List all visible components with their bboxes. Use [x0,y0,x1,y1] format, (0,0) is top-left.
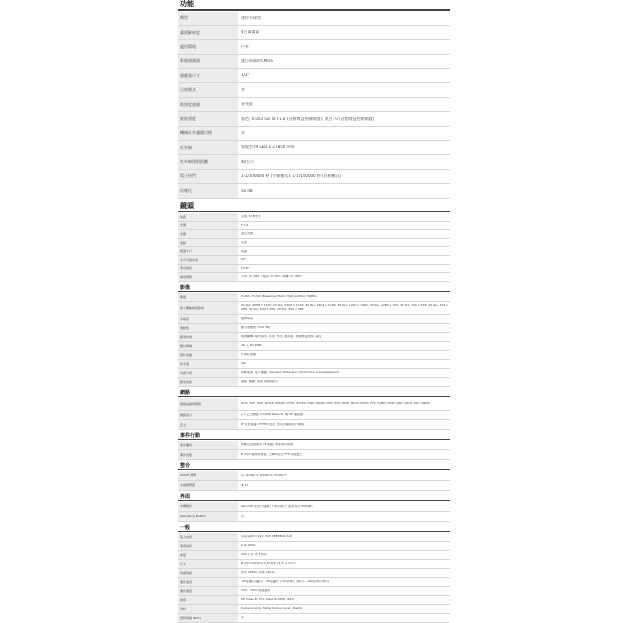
spec-label: 材料 [178,605,238,613]
spec-value: 4 隱私遮擋 [241,353,256,357]
spec-value: 40公尺 [241,159,255,164]
spec-row [178,184,450,198]
integration-section [178,463,450,491]
spec-label: 實時時鐘 (RTC) [178,614,238,622]
spec-row [178,315,450,324]
section-title: 網路 [180,389,191,396]
spec-value: 越線, 圍籬, 滯留 (進階模式) [241,380,279,384]
spec-label: 安全 [178,420,238,429]
spec-value: 有, Profile S, Profile G, Profile T [241,473,287,477]
lens-section [178,202,450,282]
section-divider [178,531,450,532]
spec-row [178,256,450,265]
spec-label: 感應器尺寸 [178,69,238,82]
spec-value: Yes [241,362,246,366]
spec-value: 有 [241,131,245,136]
spec-sheet [178,0,450,623]
spec-row [178,569,450,578]
spec-value: 93° [241,258,247,262]
spec-row [178,398,450,411]
spec-label: 支援瀏覽器 [178,481,238,490]
spec-label: 焦距 [178,213,238,221]
spec-row [178,351,450,360]
spec-value: 迷你半球型 [241,15,261,20]
spec-row [178,512,450,522]
spec-value: 固定光圈 [241,232,254,236]
spec-row [178,222,450,231]
spec-row [178,502,450,512]
spec-label: 運作溫度 [178,578,238,586]
spec-row [178,127,450,141]
spec-label: 本機儲存 [178,502,238,511]
spec-label: 事件觸發 [178,441,238,450]
spec-value: Ø 111.100毫米 x 81毫米 (4.3" x 3.2") [241,562,296,566]
spec-row [178,265,450,274]
spec-row [178,587,450,596]
spec-label: 電子快門 [178,170,238,183]
spec-row [178,247,450,256]
section-divider [178,9,450,11]
spec-row [178,578,450,587]
spec-label: 寬動態 [178,324,238,332]
section-divider [178,439,450,440]
spec-row [178,342,450,351]
spec-row [178,471,450,481]
spec-label: 類型 [178,12,238,25]
spec-value: 移動及偵測篡改 (4 地區) 智能事件偵測 [241,443,294,447]
spec-label: 隱私遮擋 [178,351,238,359]
network-section [178,390,450,430]
spec-label: 尺寸 [178,560,238,568]
spec-value: 否 [241,514,245,518]
spec-label: 影像感測器 [178,55,238,68]
spec-label: 網路接口 [178,411,238,420]
section-title: 功能 [180,0,194,8]
spec-label: 數位降噪 [178,342,238,350]
spec-label: 影像流控 [178,378,238,386]
spec-row [178,12,450,26]
features-section [178,0,450,199]
spec-row [178,69,450,83]
video-section [178,285,450,387]
section-divider [178,469,450,470]
spec-value: 防水 (IP66), 防暴 (IK10) [241,571,275,575]
spec-value: 20 fps: 2688 x 1520; 25 fps: 2560 x 1440; 30 fps: 2304 x 1296; 30 fps: 1920 x 1080; 30 fps: 1280 x 720; 30 fps: 720 x 576; 30 fps: 704 x 288; 30 fps: 640 x 360; 30 fps: 352 x 288 [241,304,449,311]
spec-value: 否 [241,616,245,620]
spec-value: 56 dB [241,188,253,193]
spec-label: 導角調整 [178,273,238,281]
spec-label: Operating Button [178,512,238,521]
spec-value: 雙碼串流 [241,317,254,321]
spec-value: 2D + 3D DNR [241,344,262,348]
spec-value: 4百萬畫素 [241,30,260,35]
spec-value: IE 11 [241,483,249,487]
spec-row [178,83,450,97]
spec-row [178,230,450,239]
spec-row [178,98,450,112]
spec-label: 電源消耗 [178,542,238,550]
spec-label: 低照度感測 [178,98,238,111]
spec-value: E-mail 通知與警報, 上傳快照至 FTP 伺服器上 [241,452,303,456]
spec-label: ONVIF 標準 [178,471,238,480]
section-divider [178,291,450,292]
spec-row [178,411,450,421]
section-title: 事件行動 [180,432,201,439]
spec-label: 信噪比 [178,184,238,197]
spec-row [178,360,450,369]
spec-label: 影像控制 [178,333,238,341]
spec-label: 最低照度 [178,112,238,125]
spec-value: MicroSD 記憶卡插槽 (不附記憶卡, 最高支持 256GB) [241,504,313,508]
events-section [178,433,450,460]
spec-row [178,324,450,333]
spec-row [178,542,450,551]
spec-value: 53.8° [241,266,250,270]
spec-value: 移動偵測, 電子圍籬, Intrusion Detection (Forbidden Area Detection) [241,371,340,375]
spec-row [178,481,450,491]
spec-value: 1/3" [241,73,250,78]
spec-label: 運作濕度 [178,587,238,595]
spec-label: 事件回應 [178,450,238,459]
spec-value: IPv4, TCP, UDP, DHCP, PPPoE, HTTP, HTTPS, DNS, DDNS, NTP, RTP, RTSP, RTCP, SMTP, FTP, IGMP, ICMP, ARP, UPnP, SSL, SNMP [241,402,430,406]
section-divider [178,396,450,397]
general-section [178,525,450,623]
spec-row [178,420,450,430]
section-title: 影像 [180,284,191,291]
spec-row [178,302,450,315]
spec-value: IP 位址過濾, HTTPS 加密, 使用者權限用戶帳號 [241,422,304,426]
spec-value: Camera body: Metal Dome Cover: Plastic [241,607,303,611]
spec-label: 畫面解析度 [178,26,238,39]
spec-row [178,614,450,623]
spec-value: 1-1/100000 秒 (手動模式); 1-1/100000 秒 (自動模式) [241,174,342,179]
spec-label: 認證 [178,596,238,604]
spec-value: 彩色: 0.003 lux at F1.6 (自動增益控制開啟); 黑白: 0 (自動增益控制開啟) [241,116,375,121]
spec-label: 光圈 [178,230,238,238]
spec-label: 防手震 [178,360,238,368]
spec-label: 垂直視角 [178,265,238,273]
spec-value: -30度攝氏(攝氏) - 60度攝氏 (-22度華氏 (華氏) - 140度華氏華氏) [241,580,330,584]
spec-value: 有 [241,87,245,92]
spec-row [178,333,450,342]
spec-value: 10% - 90% 無凝露度 [241,589,271,593]
spec-label: 焦點 [178,239,238,247]
spec-row [178,293,450,302]
spec-label: 壓縮 [178,293,238,301]
spec-label: 適用環境 [178,40,238,53]
spec-row [178,441,450,451]
spec-label: 水平可視角度 [178,256,238,264]
spec-row [178,378,450,387]
section-title: 整合 [180,462,191,469]
spec-row [178,213,450,222]
section-title: 鏡頭 [180,201,194,210]
spec-row [178,605,450,614]
spec-value: 戶外 [241,44,249,49]
spec-row [178,40,450,54]
spec-label: 紅外線照射距離 [178,155,238,168]
spec-row [178,141,450,155]
spec-value: 數字寬動態 (120 dB) [241,326,270,330]
spec-value: H.265, H.264 (Baseline/ Main/ High profile), MJPEG [241,295,317,299]
spec-value: 智能型 IR LED x 2 (850 nm) [241,145,295,150]
spec-value: 星光級 [241,102,253,107]
interface-section [178,494,450,522]
section-title: 一般 [180,524,191,531]
spec-value: 直流電(DC) 12V, PoE (IEEE802.3af) [241,535,293,539]
spec-label: 日夜模式 [178,83,238,96]
spec-row [178,239,450,248]
spec-value: 鏡像翻轉, 曝光模式, 亮度, 對比, 飽和度, 自動增益控制, 銳度 [241,335,322,339]
spec-value: 1 x 乙太網路 (10/100 Base-T), RJ-45 連接器 [241,413,303,417]
spec-value: 6 W (PoE) [241,544,256,548]
spec-row [178,170,450,184]
spec-row [178,551,450,560]
spec-value: 定焦, f2.8毫米 [241,215,261,219]
spec-label: 機械紅外濾鏡切換 [178,127,238,140]
spec-label: 鏡頭卡口 [178,247,238,255]
spec-label: 防護等級 [178,569,238,577]
spec-row [178,55,450,69]
spec-label: 多串流 [178,315,238,323]
spec-row [178,26,450,40]
spec-value: 逐行掃描的CMOS [241,59,273,64]
spec-value: 定焦 [241,240,248,244]
spec-value: CE Class B, FCC Class B, IP66, IK10 [241,598,294,602]
spec-label: 網路協議與服務 [178,398,238,410]
section-divider [178,500,450,501]
spec-label: 電力來源 [178,533,238,541]
spec-label: 最大傳輸幀速影像 [178,302,238,314]
spec-value: 板載 [241,249,248,253]
spec-label: 內建分析 [178,369,238,377]
spec-row [178,560,450,569]
spec-value: 449 公克 (1.17磅) [241,553,267,557]
spec-label: 紅外線 [178,141,238,154]
spec-row [178,596,450,605]
spec-label: 重量 [178,551,238,559]
spec-row [178,155,450,169]
spec-value: F 1.6 [241,223,249,227]
spec-label: 光圈 [178,222,238,230]
spec-row [178,112,450,126]
section-title: 界面 [180,493,191,500]
spec-row [178,533,450,542]
spec-row [178,450,450,460]
spec-value: 平移: 0°-360°; 傾斜: 0°-80°; 旋轉: 0°-360° [241,275,303,279]
spec-row [178,369,450,378]
spec-row [178,273,450,282]
section-divider [178,211,450,213]
